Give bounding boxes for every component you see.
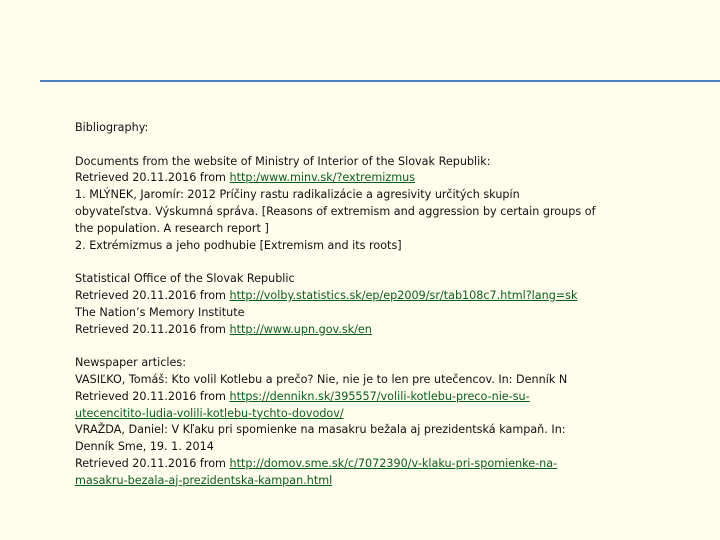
link-cont (75, 406, 600, 423)
sme-link[interactable]: http://domov.sme.sk/c/7072390/v-klaku-pri-spomienke-na- (229, 456, 558, 470)
upn-link[interactable]: http://www.upn.gov.sk/en (229, 322, 372, 336)
sme-link-cont[interactable]: masakru-bezala-aj-prezidentska-kampan.html (75, 473, 333, 487)
minv-link[interactable]: http:/www.minv.sk/?extremizmus (229, 171, 416, 185)
retrieved-text: Retrieved 20.11.2016 from (75, 288, 230, 302)
retrieved-text: Retrieved 20.11.2016 from (75, 389, 230, 403)
retrieved-text: Retrieved 20.11.2016 from (75, 456, 230, 470)
dennikn-link[interactable]: https://dennikn.sk/395557/volili-kotlebu-preco-nie-su- (229, 389, 530, 403)
retrieved-line (75, 456, 600, 473)
spacer (75, 254, 600, 271)
dennikn-link-cont[interactable]: utecencitito-ludia-volili-kotlebu-tychto-dovodov/ (75, 406, 344, 420)
bibliography-heading: Bibliography: (75, 121, 149, 134)
newspaper-heading: Newspaper articles: (75, 356, 187, 370)
retrieved-line (75, 389, 600, 406)
ministry-source: Documents from the website of Ministry of Interior of the Slovak Republik: (75, 154, 491, 168)
article-1: VASIĽKO, Tomáš: Kto volil Kotlebu a prečo? Nie, nie je to len pre utečencov. In: Denník N (75, 372, 568, 386)
article-2-source: Denník Sme, 19. 1. 2014 (75, 440, 214, 454)
statistical-office-source: Statistical Office of the Slovak Republic (75, 272, 295, 286)
header-divider (40, 80, 720, 82)
retrieved-line (75, 170, 600, 187)
spacer (75, 338, 600, 355)
retrieved-line (75, 288, 600, 305)
memory-institute-source: The Nation’s Memory Institute (75, 305, 245, 319)
spacer (75, 137, 600, 154)
retrieved-line (75, 322, 600, 339)
retrieved-text: Retrieved 20.11.2016 from (75, 171, 230, 185)
article-2: VRAŽDA, Daniel: V Kľaku pri spomienke na masakru bežala aj prezidentská kampaň. In: (75, 423, 566, 437)
retrieved-text: Retrieved 20.11.2016 from (75, 322, 230, 336)
reference-1-cont: the population. A research report ] (75, 221, 269, 235)
reference-1: 1. MLÝNEK, Jaromír: 2012 Príčiny rastu radikalizácie a agresivity určitých skupín (75, 188, 520, 202)
reference-1-cont: obyvateľstva. Výskumná správa. [Reasons of extremism and aggression by certain groups of (75, 204, 596, 218)
link-cont (75, 473, 600, 490)
bibliography (75, 120, 600, 490)
reference-2: 2. Extrémizmus a jeho podhubie [Extremism and its roots] (75, 238, 402, 252)
statistics-link[interactable]: http://volby.statistics.sk/ep/ep2009/sr/tab108c7.html?lang=sk (229, 288, 578, 302)
